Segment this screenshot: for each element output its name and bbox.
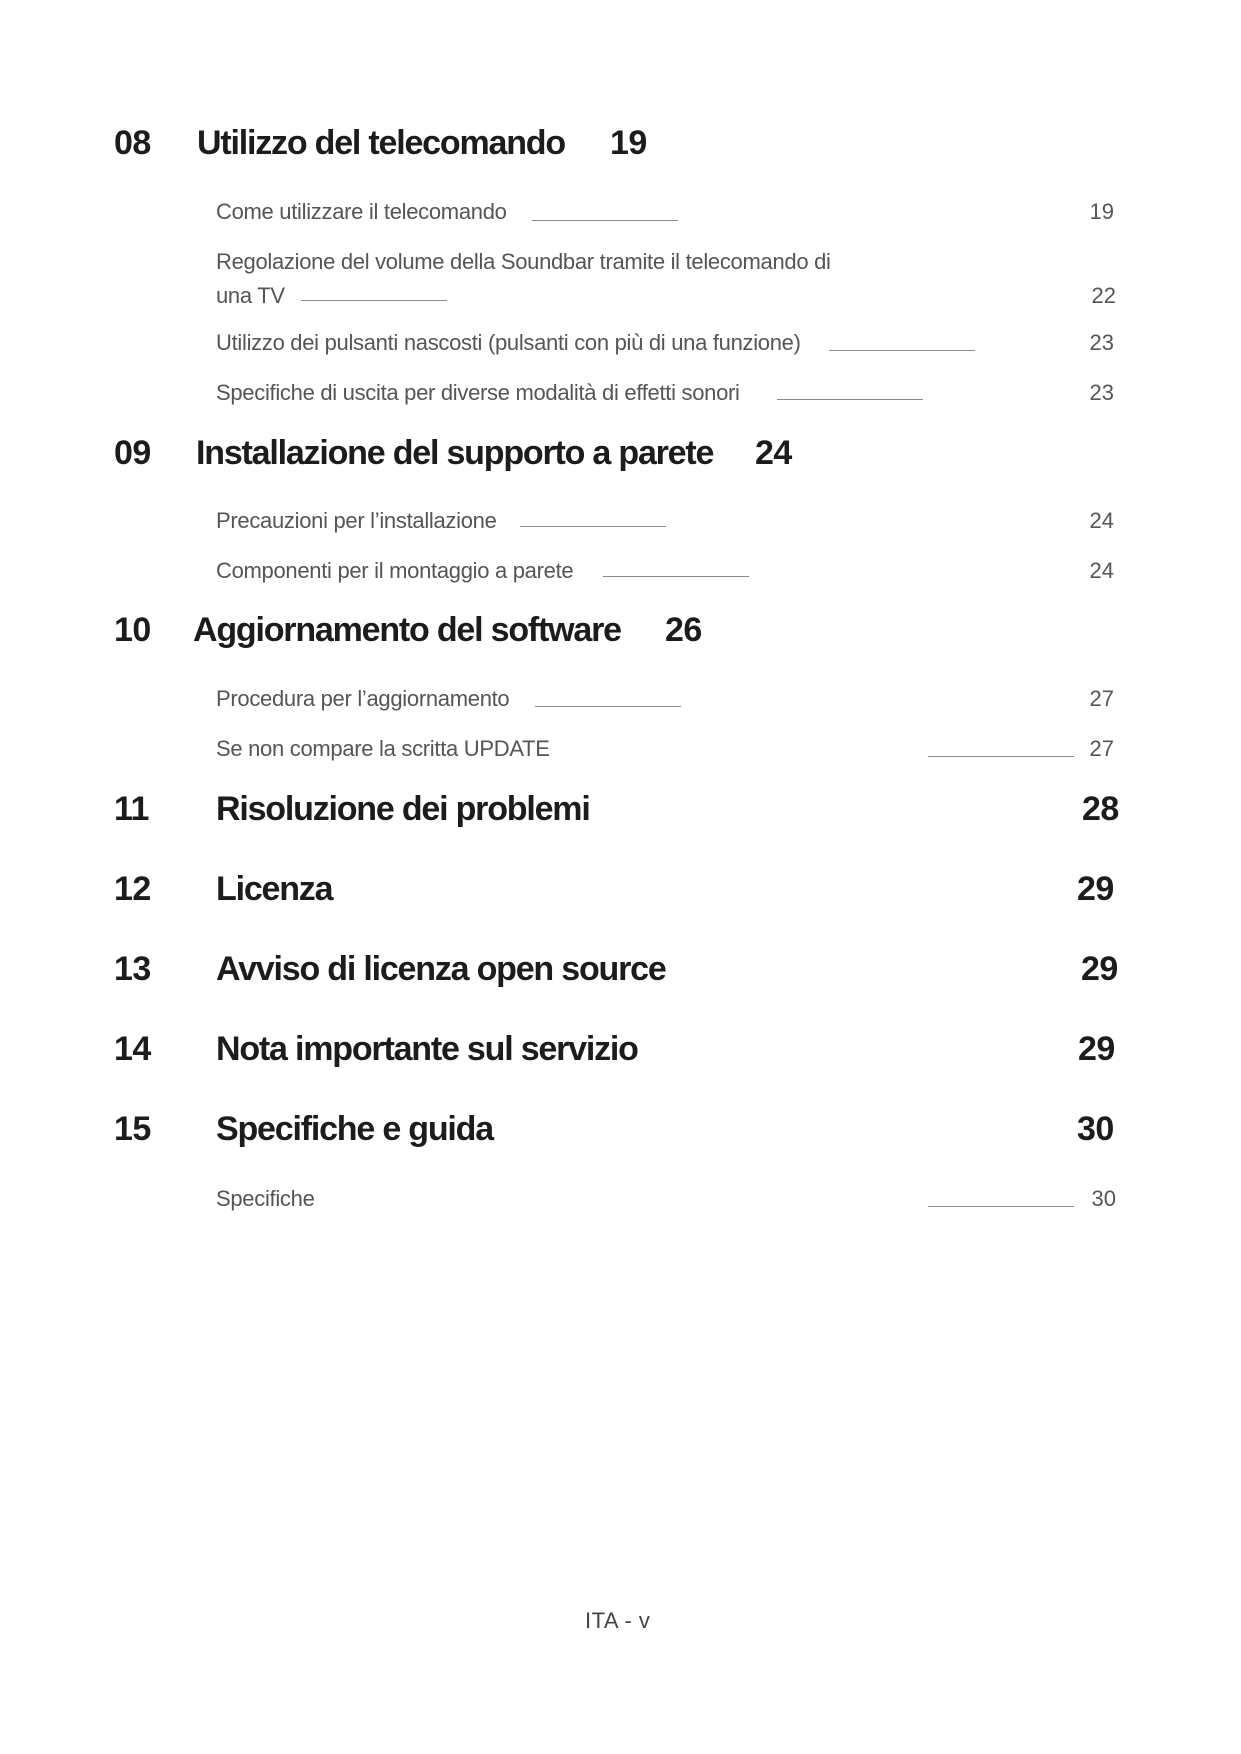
page-footer: ITA - v (585, 1608, 651, 1633)
section-page: 30 (1077, 1110, 1114, 1148)
section-page: 19 (610, 124, 647, 162)
entry-page: 27 (1089, 736, 1114, 761)
entry-page: 22 (1091, 283, 1116, 308)
entry-title: Precauzioni per l’installazione (216, 508, 497, 533)
leader-line (829, 350, 975, 351)
leader-line (520, 526, 666, 527)
section-number: 13 (114, 950, 151, 988)
section-page: 24 (755, 434, 792, 472)
entry-title: Specifiche (216, 1186, 315, 1211)
leader-line (535, 706, 681, 707)
entry-page: 30 (1091, 1186, 1116, 1211)
section-number: 11 (114, 790, 149, 828)
entry-title-line2: una TV (216, 283, 285, 308)
entry-page: 27 (1089, 686, 1114, 711)
entry-title: Come utilizzare il telecomando (216, 199, 507, 224)
section-page: 29 (1081, 950, 1118, 988)
section-title: Specifiche e guida (216, 1110, 493, 1148)
entry-page: 23 (1089, 380, 1114, 405)
leader-line (777, 399, 923, 400)
section-number: 08 (114, 124, 151, 162)
entry-title-line1: Regolazione del volume della Soundbar tramite il telecomando di (216, 249, 831, 274)
section-title: Nota importante sul servizio (216, 1030, 638, 1068)
entry-page: 24 (1089, 508, 1114, 533)
section-number: 14 (114, 1030, 151, 1068)
leader-line (301, 300, 447, 301)
section-title: Licenza (216, 870, 333, 908)
section-title: Aggiornamento del software (193, 611, 621, 649)
section-page: 26 (665, 611, 702, 649)
section-page: 29 (1077, 870, 1114, 908)
section-title: Utilizzo del telecomando (197, 124, 565, 162)
entry-title: Componenti per il montaggio a parete (216, 558, 574, 583)
entry-page: 23 (1089, 330, 1114, 355)
section-number: 15 (114, 1110, 151, 1148)
entry-page: 24 (1089, 558, 1114, 583)
section-number: 10 (114, 611, 151, 649)
section-title: Avviso di licenza open source (216, 950, 666, 988)
leader-line (928, 1206, 1074, 1207)
section-title: Installazione del supporto a parete (196, 434, 714, 472)
section-number: 09 (114, 434, 151, 472)
section-number: 12 (114, 870, 151, 908)
entry-title: Utilizzo dei pulsanti nascosti (pulsanti con più di una funzione) (216, 330, 801, 355)
section-page: 28 (1082, 790, 1119, 828)
entry-title: Procedura per l’aggiornamento (216, 686, 510, 711)
entry-page: 19 (1089, 199, 1114, 224)
entry-title: Se non compare la scritta UPDATE (216, 736, 550, 761)
entry-title: Specifiche di uscita per diverse modalità di effetti sonori (216, 380, 740, 405)
section-title: Risoluzione dei problemi (216, 790, 590, 828)
leader-line (928, 756, 1074, 757)
section-page: 29 (1078, 1030, 1115, 1068)
leader-line (532, 220, 678, 221)
leader-line (603, 576, 749, 577)
